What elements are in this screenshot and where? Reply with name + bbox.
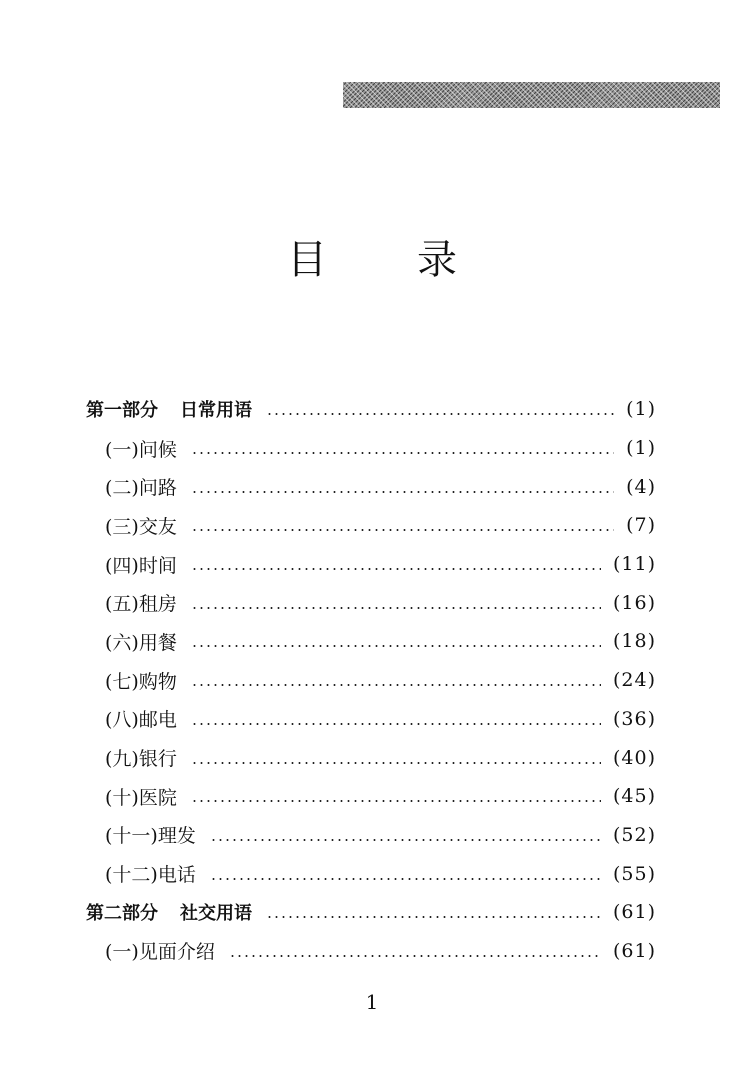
toc-chapter-row[interactable] [0, 506, 744, 545]
toc-part-row[interactable] [0, 893, 744, 932]
toc-chapter-row[interactable] [0, 661, 744, 700]
dot-leader [191, 800, 601, 802]
toc-page-ref: (7) [626, 514, 656, 537]
toc-chapter-label: (五)租房 [105, 593, 177, 616]
dot-leader [191, 452, 614, 454]
dot-leader [191, 723, 601, 725]
toc-page-ref: (16) [612, 591, 656, 614]
toc-part-row[interactable] [0, 390, 744, 429]
toc-page-ref: (1) [626, 398, 656, 421]
toc-page-ref: (61) [612, 901, 656, 924]
page-title [0, 228, 744, 285]
toc-part-number: 第一部分 [86, 400, 158, 422]
toc-chapter-row[interactable] [0, 467, 744, 506]
toc-chapter-label: (四)时间 [105, 554, 177, 577]
toc-page-ref: (36) [612, 707, 656, 730]
toc-chapter-label: (一)见面介绍 [105, 941, 215, 964]
toc-page-ref: (61) [612, 939, 656, 962]
toc-part-number: 第二部分 [86, 903, 158, 925]
toc-chapter-row[interactable] [0, 816, 744, 855]
title-char-right: 录 [417, 237, 457, 283]
toc-chapter-label: (十二)电话 [105, 864, 196, 887]
toc-chapter-label: (十一)理发 [105, 825, 196, 848]
dot-leader [191, 529, 614, 531]
toc-chapter-label: (二)问路 [105, 477, 177, 500]
dot-leader [191, 607, 601, 609]
toc-chapter-row[interactable] [0, 777, 744, 816]
title-char-left: 目 [287, 237, 327, 283]
toc-chapter-row[interactable] [0, 700, 744, 739]
toc-page-ref: (18) [612, 630, 656, 653]
toc-page-ref: (24) [612, 669, 656, 692]
toc-chapter-label: (一)问候 [105, 438, 177, 461]
toc-page-ref: (4) [626, 475, 656, 498]
table-of-contents [0, 390, 744, 970]
toc-chapter-label: (九)银行 [105, 748, 177, 771]
toc-chapter-label: (七)购物 [105, 670, 177, 693]
dot-leader [266, 916, 601, 918]
toc-chapter-row[interactable] [0, 622, 744, 661]
dot-leader [191, 684, 601, 686]
dot-leader [210, 878, 601, 880]
toc-page-ref: (45) [612, 785, 656, 808]
dot-leader [191, 568, 601, 570]
toc-chapter-row[interactable] [0, 583, 744, 622]
toc-chapter-label: (三)交友 [105, 515, 177, 538]
toc-chapter-row[interactable] [0, 429, 744, 468]
toc-chapter-row[interactable] [0, 738, 744, 777]
toc-part-label: 社交用语 [180, 903, 252, 925]
toc-chapter-row[interactable] [0, 545, 744, 584]
dot-leader [210, 839, 601, 841]
toc-page-ref: (52) [612, 823, 656, 846]
toc-chapter-label: (八)邮电 [105, 709, 177, 732]
dot-leader [229, 955, 601, 957]
toc-part-label: 日常用语 [180, 400, 252, 422]
toc-page-ref: (11) [612, 553, 656, 576]
toc-chapter-row[interactable] [0, 932, 744, 971]
toc-chapter-label: (十)医院 [105, 786, 177, 809]
page-number: 1 [365, 990, 379, 1014]
toc-chapter-label: (六)用餐 [105, 631, 177, 654]
toc-page-ref: (1) [626, 437, 656, 460]
header-decoration-band [343, 82, 720, 108]
toc-page-ref: (40) [612, 746, 656, 769]
toc-page-ref: (55) [612, 862, 656, 885]
toc-chapter-row[interactable] [0, 854, 744, 893]
dot-leader [191, 491, 614, 493]
dot-leader [191, 762, 601, 764]
dot-leader [191, 645, 601, 647]
dot-leader [266, 413, 614, 415]
